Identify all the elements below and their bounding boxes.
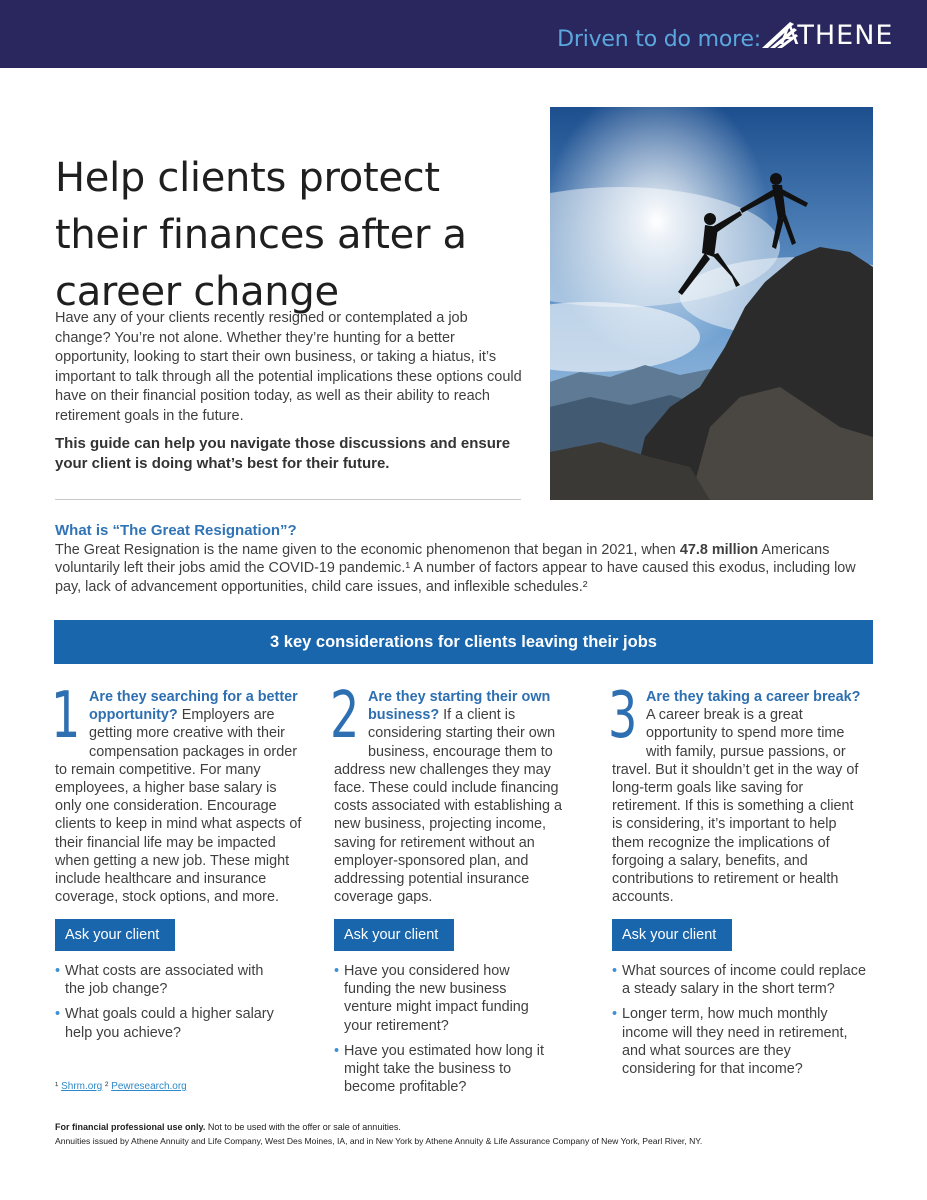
consideration-body: If a client is considering starting their own business, encourage them to address new challenges they may face. These could include financing costs associated with establishing a new business, projecting income, saving for retirement without an employer-sponsored plan, and addressing potential insurance coverage gaps. [334,707,562,906]
step-number: 2 [330,679,360,753]
list-item [334,962,554,1035]
consideration-column-1 [51,679,305,906]
list-item [55,1005,285,1041]
intro-paragraph: Have any of your clients recently resigned or contemplated a job change? You’re not alone. Whether they’re hunting for a better opportunity, looking to start their own business, or taking a hiatus, it’s important to talk through all the potential implications these options could have on their financial position today, as well as their ability to reach retirement goals in the future. [55,310,522,424]
consideration-lead: Are they starting their own business? [368,689,551,724]
question-list [612,962,867,1085]
question-text: Longer term, how much monthly income will they need in retirement, and what sources are they considering for that income? [622,1006,848,1078]
consideration-lead: Are they taking a career break? [646,689,861,705]
consideration-body: A career break is a great opportunity to spend more time with family, pursue passions, or travel. But it shouldn’t get in the way of long-term goals like saving for retirement. If this is something a client is considering, it’s important to help them recognize the implications of forgoing a salary, benefits, and contributions to retirement or health accounts. [612,707,859,906]
bullet-icon: • [612,963,618,979]
shrm-link[interactable]: Shrm.org [61,1081,103,1092]
disclaimer-bold: For financial professional use only. [55,1122,206,1132]
footnote-marker: ² [105,1081,109,1092]
athene-logo [760,20,910,52]
bullet-icon: • [55,963,61,979]
body-text: The Great Resignation is the name given to the economic phenomenon that began in 2021, when [55,542,680,558]
step-number: 1 [51,679,81,753]
logo-text: ATHENE [780,20,894,51]
hero-photo [550,107,873,500]
ask-your-client-label: Ask your client [334,919,454,951]
pewresearch-link[interactable]: Pewresearch.org [111,1081,187,1092]
ask-your-client-label: Ask your client [55,919,175,951]
considerations-banner: 3 key considerations for clients leaving their jobs [54,620,873,664]
bullet-icon: • [334,963,340,979]
question-text: Have you considered how funding the new business venture might impact funding your retirement? [344,963,529,1034]
great-resignation-body [55,541,870,596]
footnotes [55,1081,187,1092]
tagline: Driven to do more: [557,27,761,52]
question-text: What costs are associated with the job change? [65,963,264,998]
list-item [612,962,867,998]
body-text: Americans voluntarily left their jobs amid the COVID-19 pandemic.¹ A number of factors appear to have caused this exodus, including low pay, lack of advancement opportunities, child care issues, and inflexible schedules.² [55,542,856,595]
footnote-marker: ¹ [55,1081,59,1092]
question-list [334,962,554,1103]
page-title: Help clients protect their finances after a career change [55,155,467,315]
disclaimer-line-1 [55,1122,401,1132]
question-text: What goals could a higher salary help you achieve? [65,1006,274,1041]
question-list [55,962,285,1049]
disclaimer-rest: Not to be used with the offer or sale of annuities. [205,1122,401,1132]
great-resignation-heading: What is “The Great Resignation”? [55,522,297,539]
list-item [55,962,285,998]
header-bar [0,0,927,68]
consideration-text [612,688,862,906]
consideration-column-2 [330,679,570,906]
intro-emphasis: This guide can help you navigate those discussions and ensure your client is doing what’s best for their future. [55,435,511,472]
consideration-lead: Are they searching for a better opportunity? [89,689,298,724]
question-text: Have you estimated how long it might take the business to become profitable? [344,1042,544,1096]
list-item [612,1005,867,1078]
disclaimer-line-2: Annuities issued by Athene Annuity and Life Company, West Des Moines, IA, and in New York by Athene Annuity & Life Assurance Company of New York, Pearl River, NY. [55,1136,703,1146]
ask-your-client-label: Ask your client [612,919,732,951]
consideration-column-3 [608,679,862,906]
consideration-body: Employers are getting more creative with their compensation packages in order to remain competitive. For many employees, a higher base salary is only one consideration. Encourage clients to keep in mind what aspects of their financial life may be impacted when getting a new job. These might include healthcare and insurance coverage, stock options, and more. [55,707,302,906]
statistic-bold: 47.8 million [679,542,759,558]
step-number: 3 [608,679,638,753]
list-item [334,1042,554,1097]
consideration-text [334,688,570,906]
divider [55,499,521,500]
bullet-icon: • [55,1006,61,1023]
climbers-photo-icon [550,107,873,500]
consideration-text [55,688,305,906]
question-text: What sources of income could replace a steady salary in the short term? [622,963,866,998]
bullet-icon: • [612,1006,618,1023]
bullet-icon: • [334,1042,340,1059]
